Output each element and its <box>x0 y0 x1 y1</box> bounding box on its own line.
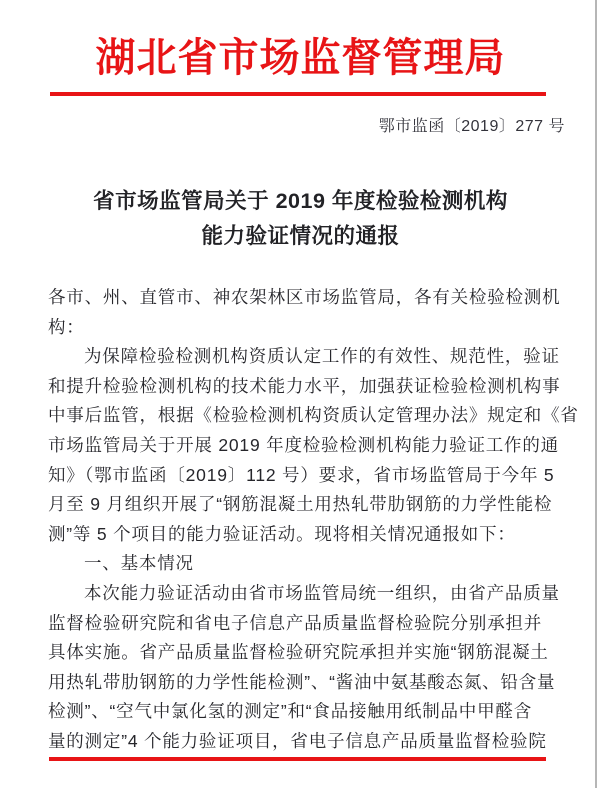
body-line: 构： <box>48 316 85 337</box>
agency-header: 湖北省市场监督管理局 <box>95 35 506 80</box>
body-line: 月至 9 月组织开展了“钢筋混凝土用热轧带肋钢筋的力学性能检 <box>48 494 553 515</box>
document-title <box>0 184 601 254</box>
body-line: 中事后监管，根据《检验检测机构资质认定管理办法》规定和《省 <box>48 405 579 426</box>
body-line: 一、基本情况 <box>84 553 194 574</box>
body-line: 和提升检验检测机构的技术能力水平，加强获证检验检测机构事 <box>48 375 561 396</box>
header-rule-divider <box>50 92 546 96</box>
body-line: 为保障检验检测机构资质认定工作的有效性、规范性，验证 <box>84 346 560 367</box>
body-line: 本次能力验证活动由省市场监管局统一组织，由省产品质量 <box>84 582 560 603</box>
body-line: 用热轧带肋钢筋的力学性能检测”、“酱油中氨基酸态氮、铅含量 <box>48 671 556 692</box>
body-line: 监督检验研究院和省电子信息产品质量监督检验院分别承担并 <box>48 612 543 633</box>
footer-rule-divider <box>49 757 546 761</box>
document-title-line1: 省市场监管局关于 2019 年度检验检测机构 <box>93 189 508 213</box>
body-line: 市场监管局关于开展 2019 年度检验检测机构能力验证工作的通 <box>48 434 559 455</box>
doc-number: 鄂市监函〔2019〕277 号 <box>378 118 565 135</box>
body-line: 具体实施。省产品质量监督检验研究院承担并实施“钢筋混凝土 <box>48 642 549 663</box>
document-body <box>48 283 579 757</box>
body-line: 检测”、“空气中氯化氢的测定”和“食品接触用纸制品中甲醛含 <box>48 701 533 722</box>
body-line: 量的测定”4 个能力验证项目，省电子信息产品质量监督检验院 <box>48 730 547 751</box>
body-line: 测”等 5 个项目的能力验证活动。现将相关情况通报如下： <box>48 523 516 544</box>
page-edge-line <box>595 0 597 788</box>
body-line: 知》（鄂市监函〔2019〕112 号）要求，省市场监管局于今年 5 <box>48 464 555 485</box>
document-title-line2: 能力验证情况的通报 <box>201 224 400 248</box>
body-line: 各市、州、直管市、神农架林区市场监管局，各有关检验检测机 <box>48 287 561 307</box>
